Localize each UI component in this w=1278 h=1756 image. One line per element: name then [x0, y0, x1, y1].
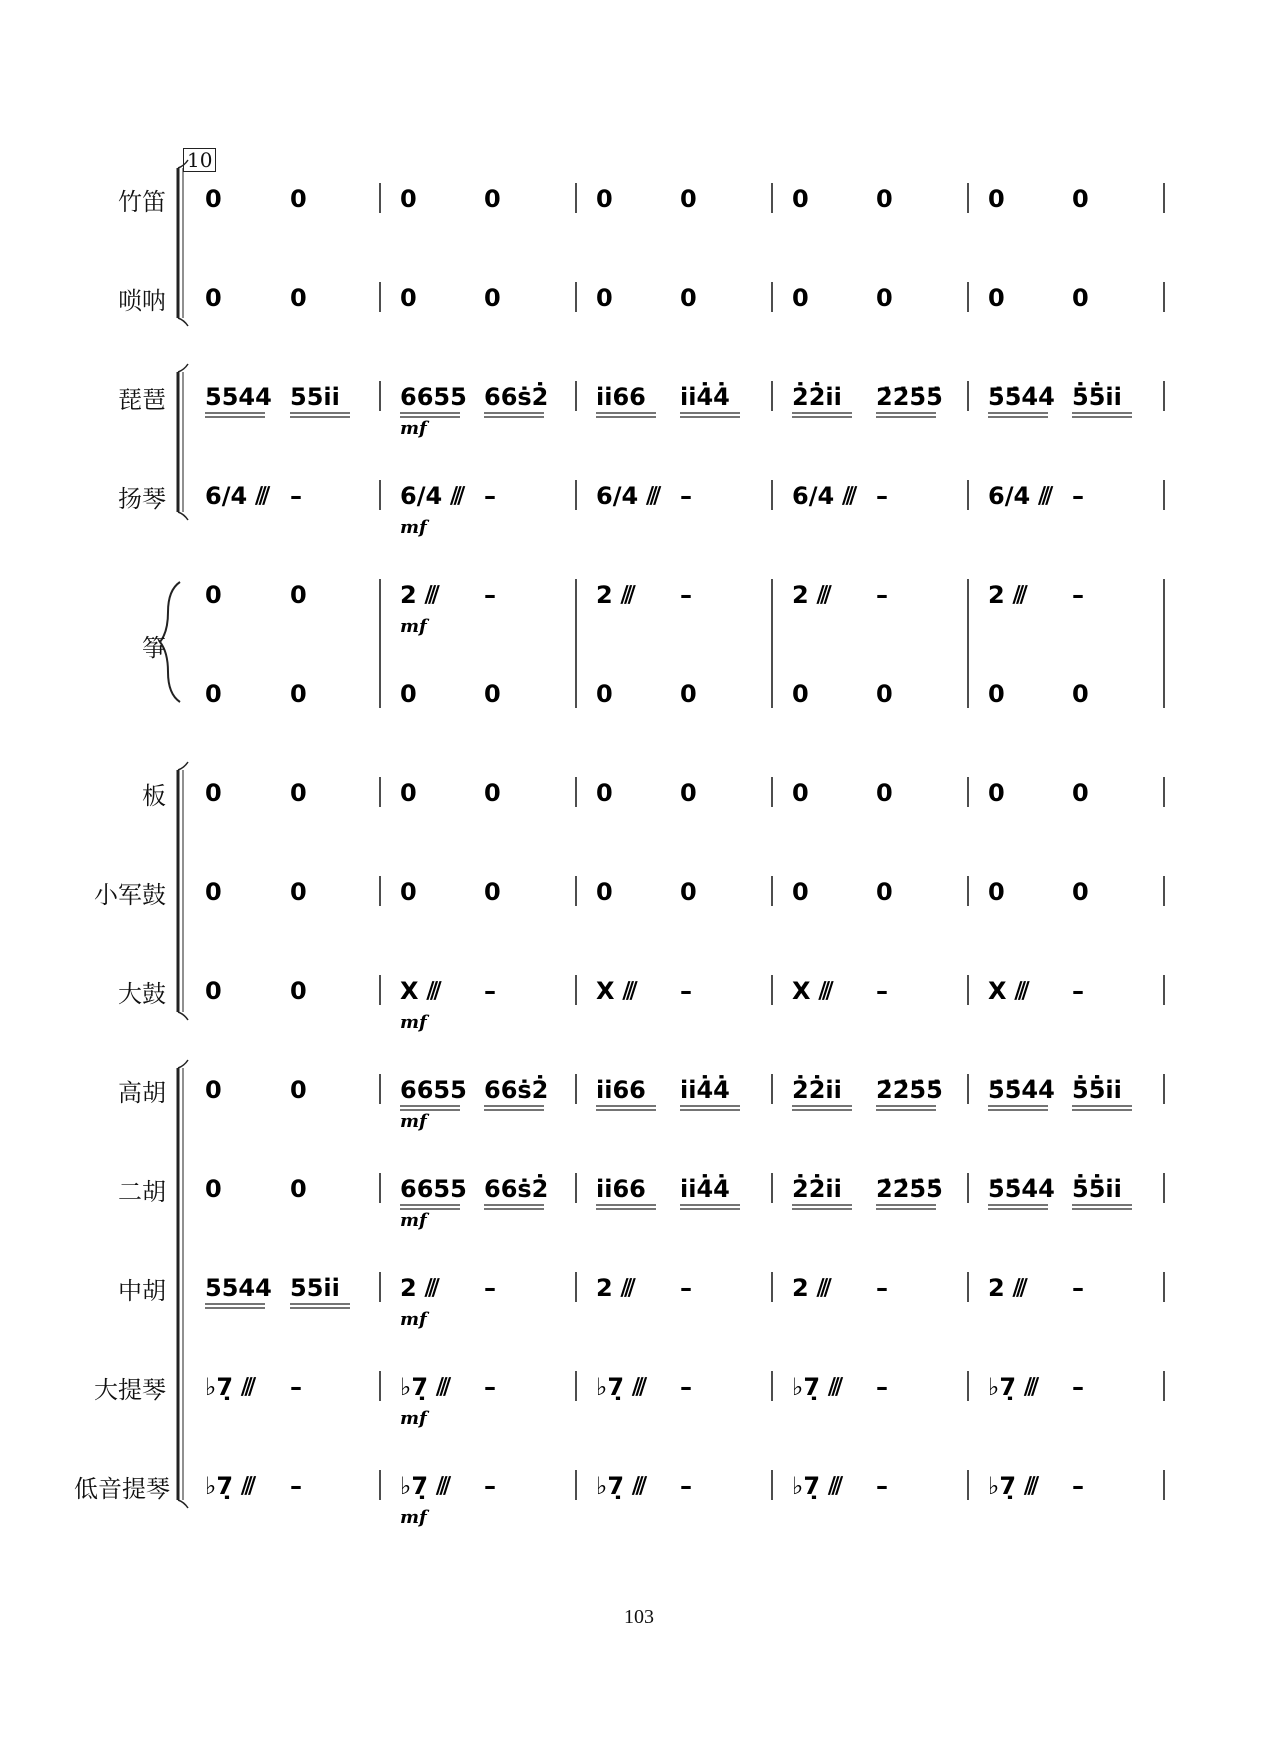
note-token: 5544	[205, 1274, 272, 1302]
instrument-label-suona: 唢呐	[118, 287, 166, 315]
note-token: 0	[680, 779, 697, 807]
note-token: –	[680, 1373, 692, 1401]
note-token: ♭7̣ ⫻	[596, 1472, 647, 1500]
note-token: 0	[400, 779, 417, 807]
note-token: 0	[290, 185, 307, 213]
staff-row-gaohu	[205, 1074, 1164, 1132]
note-token: 55i̇i̇	[290, 1274, 340, 1302]
note-token: 0	[596, 284, 613, 312]
staff-row-snare	[205, 876, 1164, 906]
note-token: 0	[205, 878, 222, 906]
note-token: 5544	[205, 383, 272, 411]
note-token: 2̇2̇i̇i̇	[792, 1175, 842, 1203]
note-token: 2 ⫻	[596, 1274, 636, 1302]
note-token: 6/4 ⫻	[792, 482, 857, 510]
note-token: 0	[484, 779, 501, 807]
note-token: 2̇2̇i̇i̇	[792, 383, 842, 411]
note-token: 66ṡ2̇	[484, 1076, 549, 1104]
note-token: –	[680, 482, 692, 510]
instrument-label-zhonghu: 中胡	[118, 1277, 166, 1305]
note-token: –	[484, 977, 496, 1005]
note-token: 6/4 ⫻	[988, 482, 1053, 510]
note-token: 0	[205, 581, 222, 609]
note-token: –	[876, 581, 888, 609]
note-token: –	[484, 1472, 496, 1500]
note-token: –	[680, 581, 692, 609]
note-token: 0	[290, 1076, 307, 1104]
staff-row-pipa	[205, 381, 1164, 439]
note-token: 0	[1072, 185, 1089, 213]
note-token: 6655	[400, 1076, 467, 1104]
note-token: 0	[876, 284, 893, 312]
staff-row-dagu	[205, 975, 1164, 1033]
note-token: 0	[205, 1076, 222, 1104]
note-token: 2 ⫻	[792, 1274, 832, 1302]
note-token: 0	[596, 185, 613, 213]
note-token: 5̇5̇i̇i̇	[1072, 383, 1122, 411]
instrument-label-cello: 大提琴	[94, 1376, 166, 1404]
staff-row-dizi	[205, 183, 1164, 213]
note-token: 66ṡ2̇	[484, 383, 549, 411]
note-token: 0	[484, 284, 501, 312]
note-token: 0	[205, 680, 222, 708]
note-token: 6/4 ⫻	[205, 482, 270, 510]
note-token: X ⫻	[988, 977, 1030, 1005]
note-token: 2̇2̇5̇5̇	[876, 383, 943, 411]
dynamic-mf: mf	[400, 1111, 427, 1132]
note-token: 0	[988, 185, 1005, 213]
note-token: –	[680, 1274, 692, 1302]
note-token: i̇i̇66	[596, 383, 646, 411]
note-token: 0	[876, 779, 893, 807]
note-token: 0	[596, 779, 613, 807]
note-token: ♭7̣ ⫻	[400, 1472, 451, 1500]
note-token: –	[484, 1373, 496, 1401]
note-token: ♭7̣ ⫻	[792, 1373, 843, 1401]
note-token: 0	[290, 581, 307, 609]
note-token: –	[290, 1472, 302, 1500]
note-token: –	[1072, 977, 1084, 1005]
note-token: 2 ⫻	[400, 581, 440, 609]
note-token: X ⫻	[596, 977, 638, 1005]
note-token: i̇i̇4̇4̇	[680, 383, 730, 411]
note-token: 2 ⫻	[792, 581, 832, 609]
note-token: 0	[484, 878, 501, 906]
strings-bracket	[178, 1060, 188, 1508]
note-token: 6655	[400, 383, 467, 411]
note-token: –	[680, 977, 692, 1005]
staff-row-zhonghu	[205, 1272, 1164, 1330]
note-token: –	[484, 482, 496, 510]
note-token: 6/4 ⫻	[400, 482, 465, 510]
note-token: 0	[290, 284, 307, 312]
note-token: 0	[792, 878, 809, 906]
note-token: 66ṡ2̇	[484, 1175, 549, 1203]
dynamic-mf: mf	[400, 1507, 427, 1528]
note-token: 0	[1072, 284, 1089, 312]
note-token: 0	[988, 878, 1005, 906]
instrument-label-yangqin: 扬琴	[118, 485, 166, 513]
page-number: 103	[624, 1606, 654, 1628]
dynamic-mf: mf	[400, 1408, 427, 1429]
dynamic-mf: mf	[400, 1309, 427, 1330]
plucked-bracket	[178, 364, 188, 520]
staff-row-suona	[205, 282, 1164, 312]
staff-row-ban	[205, 777, 1164, 807]
note-token: 5̇5̇4̇4̇	[988, 1076, 1055, 1104]
instrument-label-pipa: 琵琶	[118, 386, 166, 414]
instrument-label-dagu: 大鼓	[118, 980, 166, 1008]
staff-row-erhu	[205, 1173, 1164, 1231]
dynamic-mf: mf	[400, 1210, 427, 1231]
note-token: 2̇2̇i̇i̇	[792, 1076, 842, 1104]
note-token: 6/4 ⫻	[596, 482, 661, 510]
note-token: 0	[400, 185, 417, 213]
note-token: X ⫻	[792, 977, 834, 1005]
note-token: 0	[205, 977, 222, 1005]
note-token: –	[1072, 1274, 1084, 1302]
note-token: ♭7̣ ⫻	[400, 1373, 451, 1401]
note-token: 0	[596, 878, 613, 906]
note-token: ♭7̣ ⫻	[988, 1472, 1039, 1500]
note-token: 0	[205, 779, 222, 807]
note-token: –	[484, 1274, 496, 1302]
note-token: i̇i̇4̇4̇	[680, 1175, 730, 1203]
note-token: –	[484, 581, 496, 609]
note-token: 2 ⫻	[988, 1274, 1028, 1302]
note-token: 55i̇i̇	[290, 383, 340, 411]
instrument-label-bass: 低音提琴	[74, 1475, 170, 1503]
note-token: 6655	[400, 1175, 467, 1203]
note-token: 2̇2̇5̇5̇	[876, 1076, 943, 1104]
note-token: 5̇5̇i̇i̇	[1072, 1175, 1122, 1203]
note-token: 0	[400, 680, 417, 708]
note-token: –	[876, 1373, 888, 1401]
note-token: 0	[290, 878, 307, 906]
note-token: 0	[792, 185, 809, 213]
note-token: 0	[205, 1175, 222, 1203]
note-token: –	[290, 1373, 302, 1401]
staff-row-yangqin	[205, 480, 1164, 538]
percussion-bracket	[178, 762, 188, 1020]
note-token: ♭7̣ ⫻	[596, 1373, 647, 1401]
note-token: –	[876, 1472, 888, 1500]
note-token: 2 ⫻	[400, 1274, 440, 1302]
note-token: 0	[876, 680, 893, 708]
note-token: 0	[792, 284, 809, 312]
note-token: 0	[290, 977, 307, 1005]
note-token: 0	[596, 680, 613, 708]
note-token: X ⫻	[400, 977, 442, 1005]
note-token: 5̇5̇4̇4̇	[988, 1175, 1055, 1203]
note-token: –	[876, 977, 888, 1005]
note-token: –	[876, 1274, 888, 1302]
note-token: 0	[205, 284, 222, 312]
note-token: –	[876, 482, 888, 510]
dynamic-mf: mf	[400, 418, 427, 439]
note-token: 0	[1072, 779, 1089, 807]
note-token: 0	[205, 185, 222, 213]
dynamic-mf: mf	[400, 616, 427, 637]
winds-bracket	[178, 160, 188, 326]
note-token: 0	[1072, 680, 1089, 708]
note-token: 0	[988, 680, 1005, 708]
rehearsal-mark: 10	[183, 148, 216, 172]
note-token: ♭7̣ ⫻	[988, 1373, 1039, 1401]
note-token: 0	[400, 284, 417, 312]
note-token: 0	[680, 284, 697, 312]
instrument-label-gaohu: 高胡	[118, 1079, 166, 1107]
note-token: 0	[876, 878, 893, 906]
note-token: –	[290, 482, 302, 510]
note-token: –	[1072, 1472, 1084, 1500]
instrument-label-snare: 小军鼓	[94, 881, 166, 909]
note-token: 0	[680, 680, 697, 708]
staff-row-cello	[205, 1371, 1164, 1429]
note-token: 0	[484, 680, 501, 708]
note-token: ♭7̣ ⫻	[205, 1472, 256, 1500]
note-token: 0	[290, 1175, 307, 1203]
instrument-label-zheng-upper: 筝	[142, 633, 166, 662]
note-token: –	[1072, 1373, 1084, 1401]
note-token: –	[1072, 581, 1084, 609]
note-token: 0	[400, 878, 417, 906]
dynamic-mf: mf	[400, 1012, 427, 1033]
note-token: 5̇5̇i̇i̇	[1072, 1076, 1122, 1104]
note-token: 0	[876, 185, 893, 213]
note-token: 2̇2̇5̇5̇	[876, 1175, 943, 1203]
note-token: 0	[988, 779, 1005, 807]
dynamic-mf: mf	[400, 517, 427, 538]
note-token: 0	[988, 284, 1005, 312]
instrument-label-dizi: 竹笛	[118, 188, 166, 216]
note-token: i̇i̇66	[596, 1175, 646, 1203]
note-token: ♭7̣ ⫻	[205, 1373, 256, 1401]
note-token: 0	[792, 779, 809, 807]
staff-row-zheng-lower	[205, 680, 1089, 708]
note-token: 0	[290, 680, 307, 708]
note-token: –	[1072, 482, 1084, 510]
note-token: 0	[792, 680, 809, 708]
note-token: i̇i̇66	[596, 1076, 646, 1104]
note-token: 5̇5̇4̇4̇	[988, 383, 1055, 411]
note-token: 0	[680, 185, 697, 213]
note-token: 0	[290, 779, 307, 807]
instrument-label-erhu: 二胡	[118, 1178, 166, 1206]
note-token: 0	[484, 185, 501, 213]
note-token: 0	[680, 878, 697, 906]
note-token: –	[680, 1472, 692, 1500]
note-token: 0	[1072, 878, 1089, 906]
note-token: 2 ⫻	[988, 581, 1028, 609]
note-token: 2 ⫻	[596, 581, 636, 609]
staff-row-bass	[205, 1470, 1164, 1528]
instrument-label-ban: 板	[142, 782, 166, 810]
note-token: i̇i̇4̇4̇	[680, 1076, 730, 1104]
note-token: ♭7̣ ⫻	[792, 1472, 843, 1500]
